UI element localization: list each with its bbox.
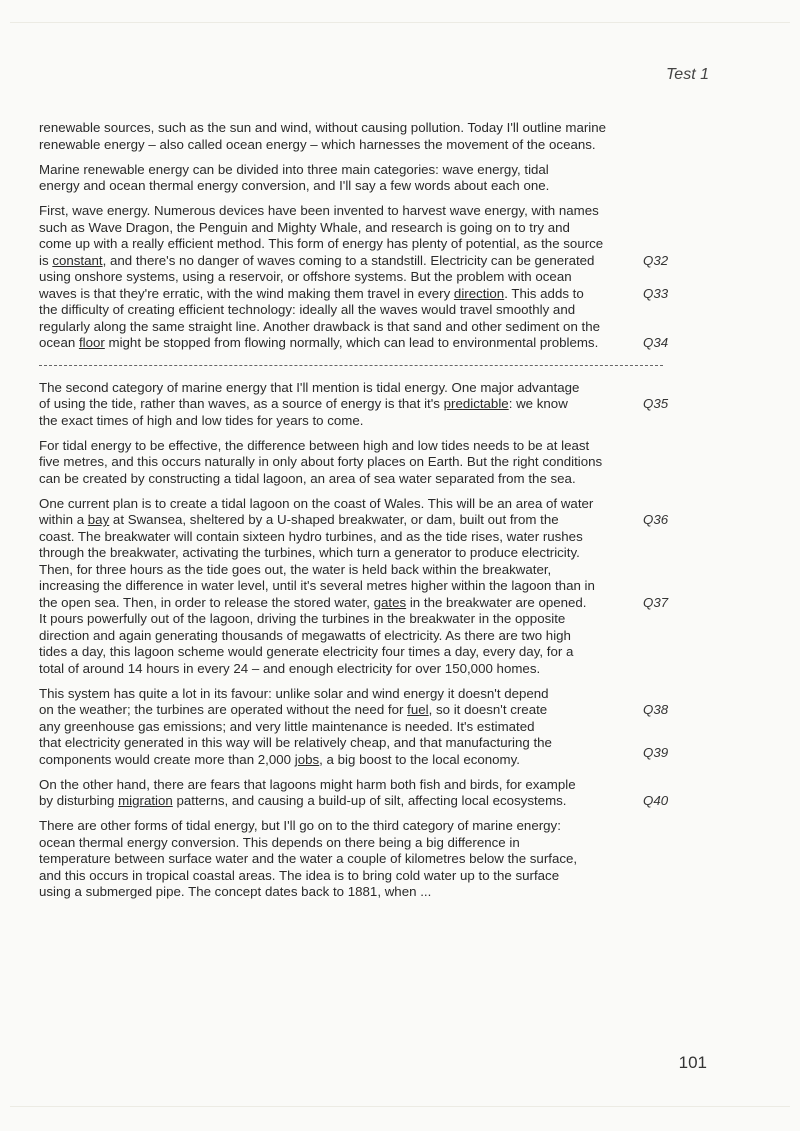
transcript-paragraph <box>39 496 671 678</box>
bottom-page-rule <box>10 1106 790 1107</box>
answer-keyword: constant <box>52 252 103 268</box>
text-line: within a bay at Swansea, sheltered by a U-shaped breakwater, or dam, built out from the <box>39 512 559 527</box>
text-line: such as Wave Dragon, the Penguin and Mighty Whale, and research is going on to try and <box>39 219 570 235</box>
transcript-body <box>39 120 671 909</box>
answer-keyword: migration <box>118 793 173 808</box>
text-line: renewable sources, such as the sun and wind, without causing pollution. Today I'll outline marine <box>39 120 607 135</box>
text-line: that electricity generated in this way will be relatively cheap, and that manufacturing the <box>39 735 552 750</box>
transcript-paragraph <box>39 380 671 430</box>
text-line: the open sea. Then, in order to release the stored water, gates in the breakwater are opened. <box>39 594 587 610</box>
text-line: using onshore systems, using a reservoir, or offshore systems. But the problem with ocean <box>39 269 572 284</box>
transcript-paragraph <box>39 818 671 901</box>
text-line: There are other forms of tidal energy, but I'll go on to the third category of marine energy: <box>39 818 561 833</box>
text-line: renewable energy – also called ocean energy – which harnesses the movement of the oceans. <box>39 136 596 152</box>
answer-keyword: direction <box>453 285 505 301</box>
text-line: Then, for three hours as the tide goes out, the water is held back within the breakwater, <box>39 561 552 577</box>
text-line: components would create more than 2,000 jobs, a big boost to the local economy. <box>39 751 520 767</box>
question-marker: Q40 <box>643 793 669 808</box>
text-line: total of around 14 hours in every 24 – and enough electricity for over 150,000 homes. <box>39 660 541 676</box>
text-line: come up with a really efficient method. This form of energy has plenty of potential, as the source <box>39 236 604 251</box>
text-line: The second category of marine energy that I'll mention is tidal energy. One major advantage <box>39 379 580 395</box>
text-line: five metres, and this occurs naturally in only about forty places on Earth. But the right conditions <box>39 454 603 469</box>
text-line: and this occurs in tropical coastal areas. The idea is to bring cold water up to the surface <box>39 867 560 883</box>
text-line: This system has quite a lot in its favour: unlike solar and wind energy it doesn't depend <box>39 685 549 701</box>
text-line: on the weather; the turbines are operated without the need for fuel, so it doesn't create <box>39 702 548 717</box>
answer-keyword: bay <box>87 512 110 527</box>
answer-keyword: jobs <box>294 751 320 767</box>
transcript-paragraph <box>39 162 671 195</box>
section-divider <box>39 365 663 366</box>
transcript-paragraph <box>39 203 671 352</box>
text-line: any greenhouse gas emissions; and very little maintenance is needed. It's estimated <box>39 718 535 734</box>
text-line: Marine renewable energy can be divided into three main categories: wave energy, tidal <box>39 161 549 177</box>
transcript-paragraph <box>39 686 671 769</box>
transcript-paragraph <box>39 777 671 810</box>
text-line: regularly along the same straight line. Another drawback is that sand and other sediment on the <box>39 318 601 334</box>
question-marker: Q38 <box>643 702 669 717</box>
answer-keyword: fuel <box>407 702 429 717</box>
text-line: energy and ocean thermal energy conversion, and I'll say a few words about each one. <box>39 178 550 193</box>
running-head: Test 1 <box>666 66 709 83</box>
transcript-paragraph <box>39 120 671 153</box>
transcript-paragraph <box>39 438 671 488</box>
text-line: direction and again generating thousands of megawatts of electricity. As there are two high <box>39 627 571 643</box>
text-line: is constant, and there's no danger of waves coming to a standstill. Electricity can be generated <box>39 252 595 268</box>
text-line: by disturbing migration patterns, and causing a build-up of silt, affecting local ecosystems. <box>39 793 567 808</box>
text-line: On the other hand, there are fears that lagoons might harm both fish and birds, for example <box>39 776 576 792</box>
question-marker: Q37 <box>643 594 669 610</box>
text-line: increasing the difference in water level, until it's several metres higher within the lagoon than in <box>39 578 595 593</box>
text-line: the difficulty of creating efficient technology: ideally all the waves would travel smoothly and <box>39 302 576 317</box>
text-line: ocean floor might be stopped from flowing normally, which can lead to environmental problems. <box>39 335 599 350</box>
question-marker: Q39 <box>643 744 669 760</box>
answer-keyword: predictable <box>443 396 509 411</box>
text-line: of using the tide, rather than waves, as a source of energy is that it's predictable: we know <box>39 396 568 411</box>
text-line: through the breakwater, activating the turbines, which turn a generator to produce electricity. <box>39 545 580 560</box>
question-marker: Q36 <box>643 512 669 527</box>
question-marker: Q32 <box>643 252 669 268</box>
text-line: waves is that they're erratic, with the wind making them travel in every direction. This adds to <box>39 285 584 301</box>
text-line: can be created by constructing a tidal lagoon, an area of sea water separated from the sea. <box>39 470 576 486</box>
top-page-rule <box>10 22 790 23</box>
text-line: One current plan is to create a tidal lagoon on the coast of Wales. This will be an area of water <box>39 495 594 511</box>
text-line: ocean thermal energy conversion. This depends on there being a big difference in <box>39 834 520 850</box>
text-line: tides a day, this lagoon scheme would generate electricity four times a day, every day, for a <box>39 644 574 659</box>
text-line: It pours powerfully out of the lagoon, driving the turbines in the breakwater in the opposite <box>39 611 566 626</box>
text-line: coast. The breakwater will contain sixteen hydro turbines, and as the tide rises, water rushes <box>39 528 583 544</box>
page-number: 101 <box>678 1053 707 1072</box>
text-line: First, wave energy. Numerous devices have been invented to harvest wave energy, with names <box>39 203 599 218</box>
answer-keyword: floor <box>78 335 105 350</box>
question-marker: Q35 <box>643 396 669 411</box>
text-line: temperature between surface water and the water a couple of kilometres below the surface, <box>39 851 578 866</box>
question-marker: Q33 <box>643 285 669 301</box>
question-marker: Q34 <box>643 335 669 350</box>
text-line: the exact times of high and low tides for years to come. <box>39 412 364 428</box>
text-line: using a submerged pipe. The concept dates back to 1881, when ... <box>39 884 432 899</box>
answer-keyword: gates <box>373 594 407 610</box>
text-line: For tidal energy to be effective, the difference between high and low tides needs to be at least <box>39 437 590 453</box>
